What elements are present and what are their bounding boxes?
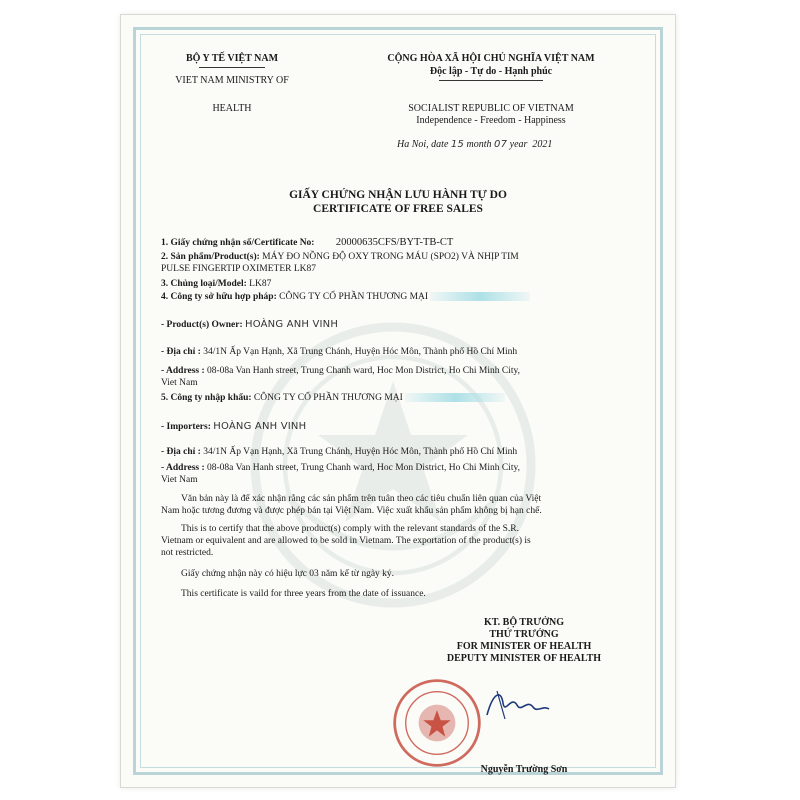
ministry-name-vi: BỘ Y TẾ VIỆT NAM (185, 53, 279, 64)
owner-address-vi-row (161, 346, 631, 358)
validity-vi: Giấy chứng nhận này có hiệu lực 03 năm kể từ ngày ký. (181, 569, 395, 579)
signatory-name: Nguyễn Trường Sơn (480, 764, 568, 775)
date-day: 15 (450, 139, 465, 150)
certificate-number-value: 20000635CFS/BYT-TB-CT (335, 237, 454, 248)
statement-en-line1: This is to certify that the above product(s) comply with the relevant standards of the S.R. (181, 524, 519, 534)
importer-address-vi-label: - Địa chỉ : (161, 447, 201, 457)
certificate-page (120, 14, 676, 788)
date-month: 07 (494, 139, 508, 150)
statement-vi-line2: Nam hoặc tương đương và được phép bán tại Việt Nam. Việc xuất khẩu sản phẩm không bị hạn chế. (161, 506, 542, 516)
date-year-label: year (509, 139, 528, 150)
importer-address-vi-row (161, 446, 631, 458)
header-left-rule (199, 67, 265, 68)
owner-en-value: HOÀNG ANH VINH (245, 319, 339, 330)
republic-name-vi: CỘNG HÒA XÃ HỘI CHỦ NGHĨA VIỆT NAM (387, 53, 595, 64)
owner-row (161, 291, 631, 303)
motto-vi: Độc lập - Tự do - Hạnh phúc (429, 66, 553, 77)
signature-title-en-1: FOR MINISTER OF HEALTH (456, 641, 592, 652)
model-row (161, 278, 631, 290)
importer-address-en-row (161, 462, 631, 474)
title-vi: GIẤY CHỨNG NHẬN LƯU HÀNH TỰ DO (289, 189, 507, 201)
handwritten-signature-icon (483, 685, 553, 725)
product-value-line1: MÁY ĐO NỒNG ĐỘ OXY TRONG MÁU (SPO2) VÀ NHỊP TIM (262, 252, 519, 262)
date-year: 2021 (532, 139, 553, 150)
importer-address-en-value-line1: 08-08a Van Hanh street, Trung Chanh ward, Hoc Mon District, Ho Chi Minh City, (207, 463, 520, 473)
product-label: 2. Sản phẩm/Product(s): (161, 252, 260, 262)
product-value-line2: PULSE FINGERTIP OXIMETER LK87 (161, 264, 317, 274)
model-value: LK87 (249, 279, 272, 289)
ministry-name-en-line2: HEALTH (212, 103, 252, 114)
statement-vi-line1: Văn bản này là để xác nhận rằng các sản phẩm trên tuân theo các tiêu chuẩn liên quan của Việt (181, 494, 542, 504)
importer-label: 5. Công ty nhập khẩu: (161, 393, 252, 403)
importer-en-row (161, 421, 631, 433)
signature-title-vi-2: THỨ TRƯỞNG (489, 629, 559, 640)
importer-value: CÔNG TY CỔ PHẦN THƯƠNG MẠI (253, 393, 403, 403)
date-month-label: month (466, 139, 492, 150)
motto-en: Independence - Freedom - Happiness (416, 115, 566, 126)
redaction-mark (430, 292, 530, 301)
owner-address-en-value-line2: Viet Nam (161, 378, 198, 388)
validity-en: This certificate is vaild for three years from the date of issuance. (181, 589, 426, 599)
importer-address-en-label: - Address : (161, 463, 205, 473)
signature-title-vi-1: KT. BỘ TRƯỞNG (483, 617, 565, 628)
importer-en-label: - Importers: (161, 422, 211, 432)
importer-en-value: HOÀNG ANH VINH (213, 421, 307, 432)
owner-address-vi-value: 34/1N Ấp Vạn Hạnh, Xã Trung Chánh, Huyện Hóc Môn, Thành phố Hồ Chí Minh (203, 347, 518, 357)
owner-value: CÔNG TY CỔ PHẦN THƯƠNG MẠI (279, 292, 429, 302)
importer-address-vi-value: 34/1N Ấp Vạn Hạnh, Xã Trung Chánh, Huyện Hóc Môn, Thành phố Hồ Chí Minh (203, 447, 518, 457)
owner-address-en-value-line1: 08-08a Van Hanh street, Trung Chanh ward, Hoc Mon District, Ho Chi Minh City, (207, 366, 520, 376)
republic-name-en: SOCIALIST REPUBLIC OF VIETNAM (408, 103, 574, 114)
importer-address-en-value-line2: Viet Nam (161, 475, 198, 485)
statement-en-line3: not restricted. (161, 548, 214, 558)
statement-en-line2: Vietnam or equivalent and are allowed to be sold in Vietnam. The exportation of the product(s) is (161, 536, 531, 546)
owner-address-en-row (161, 365, 631, 377)
ministry-name-en-line1: VIET NAM MINISTRY OF (175, 75, 289, 86)
date-city: Ha Noi, date (397, 139, 449, 150)
owner-address-en-label: - Address : (161, 366, 205, 376)
importer-row (161, 392, 631, 404)
owner-en-row (161, 319, 631, 331)
model-label: 3. Chủng loại/Model: (161, 279, 247, 289)
header-right-rule (439, 80, 543, 81)
owner-en-label: - Product(s) Owner: (161, 320, 243, 330)
certificate-number-label: 1. Giấy chứng nhận số/Certificate No: (161, 238, 315, 248)
signature-title-en-2: DEPUTY MINISTER OF HEALTH (446, 653, 602, 664)
title-en: CERTIFICATE OF FREE SALES (313, 203, 483, 215)
redaction-mark (405, 393, 505, 402)
certificate-number-row (161, 237, 631, 249)
product-row (161, 251, 631, 263)
owner-label: 4. Công ty sở hữu hợp pháp: (161, 292, 277, 302)
owner-address-vi-label: - Địa chỉ : (161, 347, 201, 357)
official-seal-icon (391, 677, 483, 769)
issue-date (397, 139, 637, 151)
